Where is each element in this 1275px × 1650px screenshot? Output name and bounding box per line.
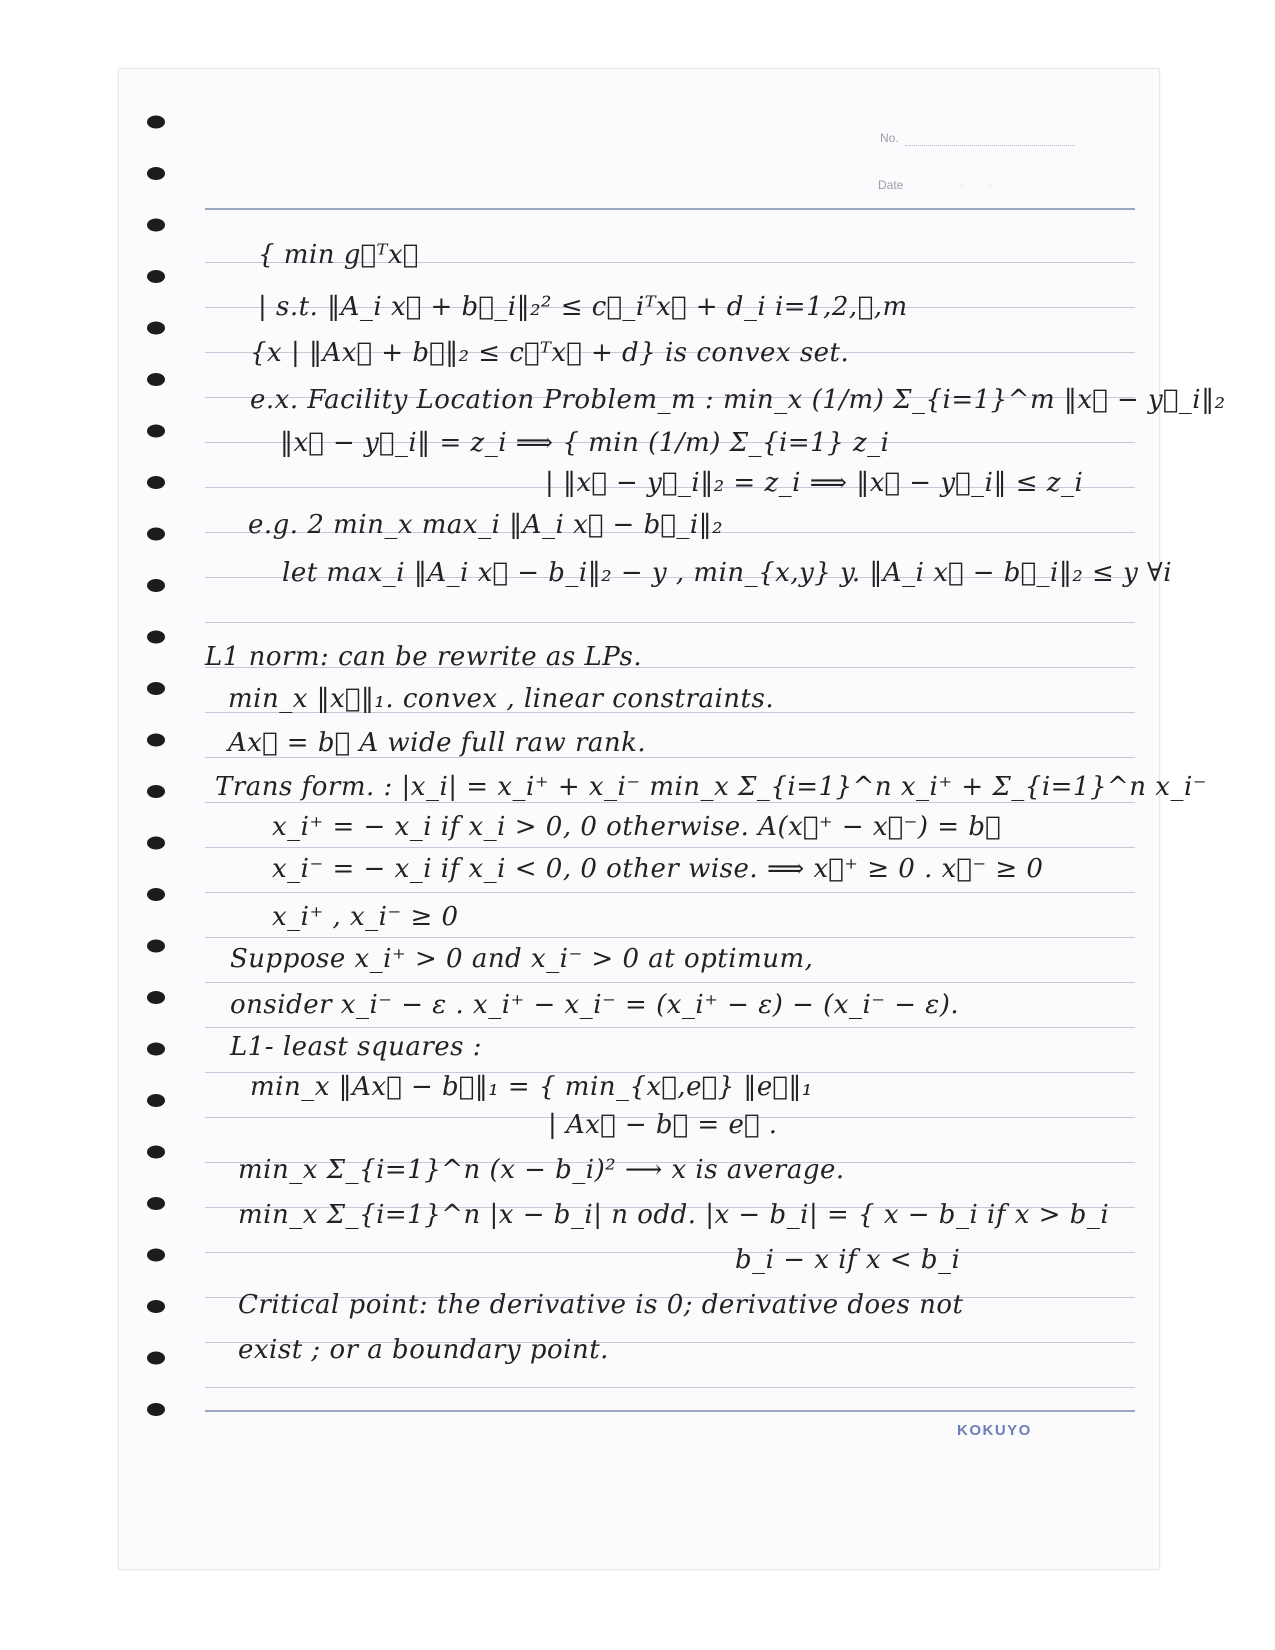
binder-hole (147, 1094, 165, 1107)
binder-hole (147, 991, 165, 1004)
binder-hole (147, 785, 165, 798)
note-line-20: | Ax⃗ − b⃗ = e⃗ . (548, 1110, 778, 1140)
note-line-8: let max_i ‖A_i x⃗ − b_i‖₂ − y , min_{x,y} y. ‖A_i x⃗ − b⃗_i‖₂ ≤ y ∀i (282, 558, 1173, 588)
ruled-line (205, 982, 1135, 983)
binder-hole (147, 1403, 165, 1416)
binder-hole (147, 1352, 165, 1365)
ruled-line (205, 1027, 1135, 1028)
binder-hole (147, 1249, 165, 1262)
no-label: No. (880, 131, 899, 145)
note-line-12: Trans form. : |x_i| = x_i⁺ + x_i⁻ min_x Σ_{i=1}^n x_i⁺ + Σ_{i=1}^n x_i⁻ (215, 772, 1208, 802)
note-line-17: onsider x_i⁻ − ε . x_i⁺ − x_i⁻ = (x_i⁺ − ε) − (x_i⁻ − ε). (230, 990, 960, 1020)
no-dotted-line (905, 145, 1075, 146)
note-line-5: ‖x⃗ − y⃗_i‖ = z_i ⟹ { min (1/m) Σ_{i=1} z_i (280, 428, 890, 458)
note-line-9: L1 norm: can be rewrite as LPs. (205, 642, 643, 672)
ruled-line (205, 622, 1135, 623)
note-line-4: e.x. Facility Location Problem_m : min_x (1/m) Σ_{i=1}^m ‖x⃗ − y⃗_i‖₂ (250, 385, 1226, 415)
binder-hole (147, 940, 165, 953)
date-label: Date (878, 178, 904, 192)
bottom-rule (205, 1410, 1135, 1412)
binder-hole (147, 682, 165, 695)
note-line-16: Suppose x_i⁺ > 0 and x_i⁻ > 0 at optimum, (230, 944, 814, 974)
ruled-line (205, 1252, 1135, 1253)
date-dots: · · (960, 180, 992, 191)
binder-hole (147, 1146, 165, 1159)
note-line-22: min_x Σ_{i=1}^n |x − b_i| n odd. |x − b_i| = { x − b_i if x > b_i (238, 1200, 1110, 1230)
binder-hole (147, 322, 165, 335)
ruled-line (205, 802, 1135, 803)
binder-hole (147, 579, 165, 592)
note-line-10: min_x ‖x⃗‖₁. convex , linear constraints. (228, 684, 775, 714)
ruled-line (205, 1387, 1135, 1388)
brand-logo: KOKUYO (957, 1422, 1032, 1439)
ruled-line (205, 937, 1135, 938)
note-line-2: | s.t. ‖A_i x⃗ + b⃗_i‖₂² ≤ c⃗_iᵀx⃗ + d_i i=1,2,⋯,m (258, 292, 908, 322)
binder-hole (147, 1197, 165, 1210)
binder-hole (147, 888, 165, 901)
binder-hole (147, 1043, 165, 1056)
binder-hole (147, 528, 165, 541)
note-line-15: x_i⁺ , x_i⁻ ≥ 0 (272, 902, 459, 932)
note-line-21: min_x Σ_{i=1}^n (x − b_i)² ⟶ x is average. (238, 1155, 845, 1185)
binder-hole (147, 219, 165, 232)
note-line-7: e.g. 2 min_x max_i ‖A_i x⃗ − b⃗_i‖₂ (248, 510, 724, 540)
ruled-line (205, 892, 1135, 893)
binder-hole (147, 167, 165, 180)
note-line-13: x_i⁺ = − x_i if x_i > 0, 0 otherwise. A(x⃗⁺ − x⃗⁻) = b⃗ (272, 812, 1002, 842)
top-rule (205, 208, 1135, 210)
binder-hole (147, 631, 165, 644)
note-line-19: min_x ‖Ax⃗ − b⃗‖₁ = { min_{x⃗,e⃗} ‖e⃗‖₁ (250, 1072, 813, 1102)
binder-hole (147, 373, 165, 386)
binder-hole (147, 425, 165, 438)
binder-hole (147, 476, 165, 489)
ruled-line (205, 847, 1135, 848)
note-line-3: {x | ‖Ax⃗ + b⃗‖₂ ≤ c⃗ᵀx⃗ + d} is convex set. (250, 338, 850, 368)
spiral-binding (0, 0, 200, 1650)
note-line-23: b_i − x if x < b_i (735, 1245, 961, 1275)
binder-hole (147, 116, 165, 129)
note-line-18: L1- least squares : (230, 1032, 483, 1062)
note-line-11: Ax⃗ = b⃗ A wide full raw rank. (228, 728, 647, 758)
note-line-24: Critical point: the derivative is 0; derivative does not (238, 1290, 964, 1320)
note-line-25: exist ; or a boundary point. (238, 1335, 609, 1365)
binder-hole (147, 837, 165, 850)
binder-hole (147, 734, 165, 747)
binder-hole (147, 270, 165, 283)
note-line-14: x_i⁻ = − x_i if x_i < 0, 0 other wise. ⟹ x⃗⁺ ≥ 0 . x⃗⁻ ≥ 0 (272, 854, 1044, 884)
note-line-1: { min g⃗ᵀx⃗ (258, 240, 419, 270)
binder-hole (147, 1300, 165, 1313)
note-line-6: | ‖x⃗ − y⃗_i‖₂ = z_i ⟹ ‖x⃗ − y⃗_i‖ ≤ z_i (545, 468, 1084, 498)
